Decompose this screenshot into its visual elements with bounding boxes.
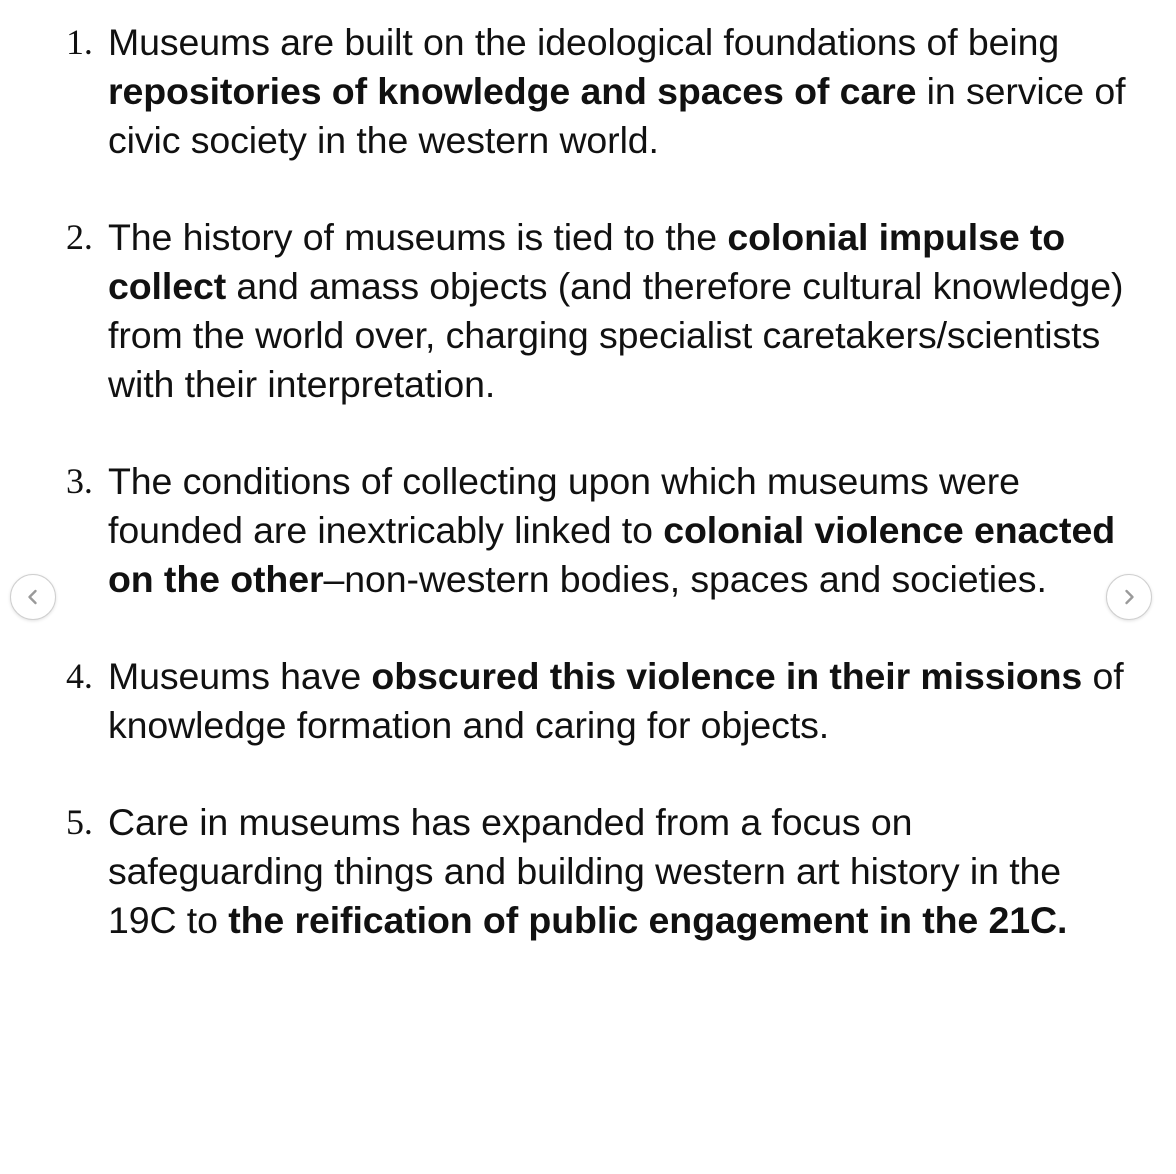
item-emphasis: the reification of public engagement in the 21C. (228, 899, 1068, 941)
list-item-3 (62, 457, 1132, 604)
list-item-5 (62, 798, 1132, 945)
item-emphasis: obscured this violence in their missions (371, 655, 1083, 697)
item-emphasis: repositories of knowledge and spaces of care (108, 70, 917, 112)
item-text: The history of museums is tied to the (108, 216, 728, 258)
item-text: Museums have (108, 655, 372, 697)
item-text: and amass objects (and therefore cultural knowledge) from the world over, charging specialist caretakers/scientists with their interpretation. (108, 265, 1124, 405)
list-item-4 (62, 652, 1132, 750)
chevron-right-icon (1119, 587, 1139, 607)
item-text: of knowledge formation and caring for objects. (108, 655, 1124, 746)
item-number: 1. (66, 22, 93, 62)
item-text: –non-western bodies, spaces and societies. (323, 558, 1047, 600)
previous-slide-button[interactable] (10, 574, 56, 620)
item-number: 3. (66, 461, 93, 501)
list-item-1 (62, 18, 1132, 165)
chevron-left-icon (23, 587, 43, 607)
item-text: Museums are built on the ideological foundations of being (108, 21, 1060, 63)
next-slide-button[interactable] (1106, 574, 1152, 620)
numbered-list (62, 18, 1132, 945)
item-text: Care in museums has expanded from a focus on safeguarding things and building western art history in the 19C to (108, 801, 1062, 941)
item-text: The conditions of collecting upon which museums were founded are inextricably linked to (108, 460, 1020, 551)
item-number: 4. (66, 656, 93, 696)
item-emphasis: colonial violence enacted on the other (108, 509, 1116, 600)
item-emphasis: colonial impulse to collect (108, 216, 1066, 307)
item-number: 5. (66, 802, 93, 842)
list-item-2 (62, 213, 1132, 409)
item-number: 2. (66, 217, 93, 257)
item-text: in service of civic society in the western world. (108, 70, 1126, 161)
